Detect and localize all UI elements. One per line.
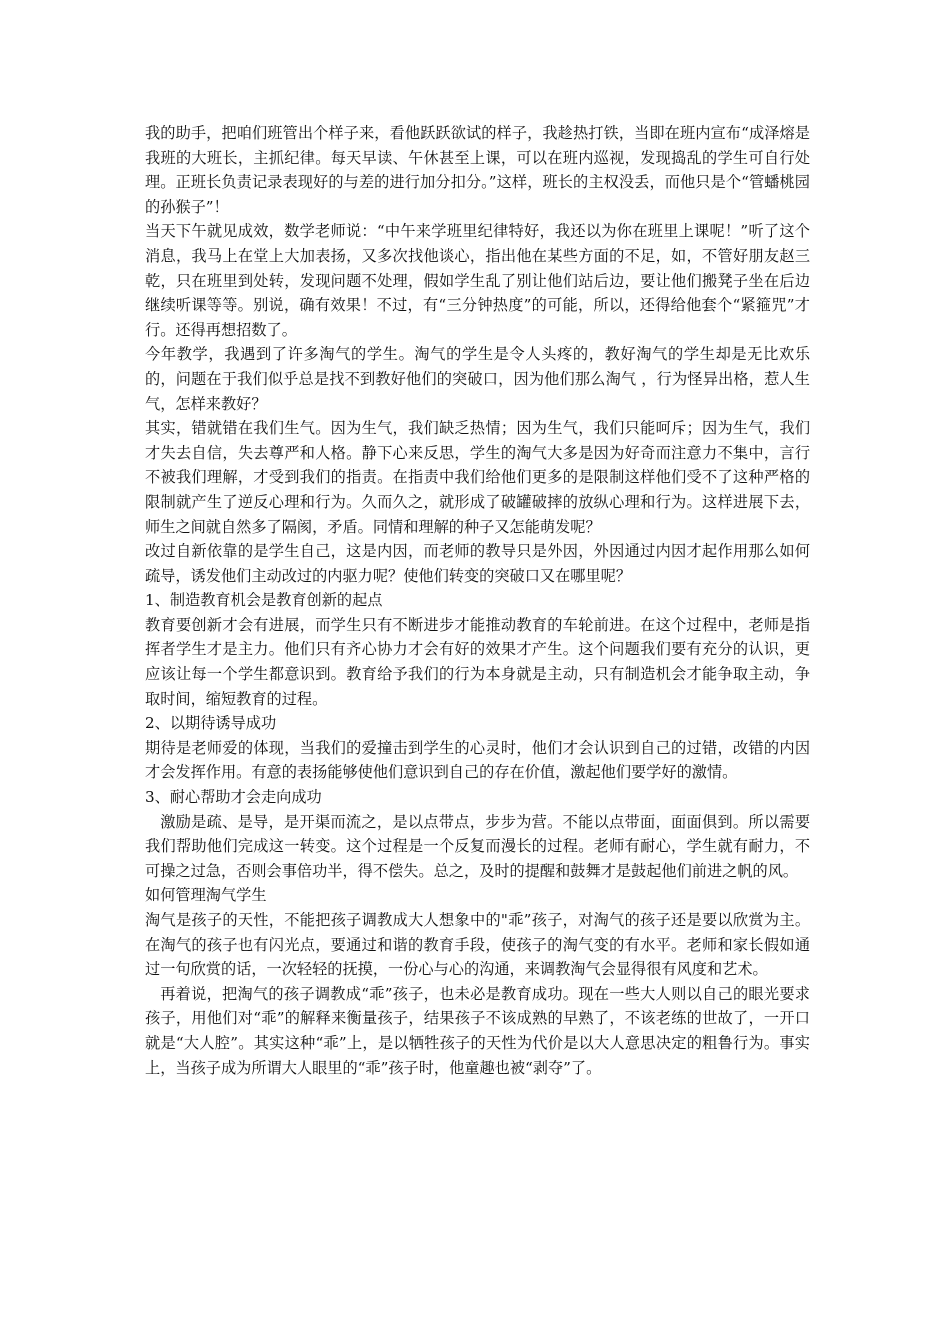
section-heading-manage: 如何管理淘气学生 — [145, 886, 267, 905]
paragraph: 我的助手，把咱们班管出个样子来，看他跃跃欲试的样子，我趁热打铁，当即在班内宣布“成泽熔是我班的大班长，主抓纪律。每天早读、午休甚至上课，可以在班内巡视，发现捣乱的学生可自行处理。正班长负责记录表现好的与差的进行加分扣分。”这样，班长的主权没丢，而他只是个“管蟠桃园的孙猴子”！ — [145, 124, 810, 216]
paragraph: 教育要创新才会有进展，而学生只有不断进步才能推动教育的车轮前进。在这个过程中，老师是指挥者学生才是主力。他们只有齐心协力才会有好的效果才产生。这个问题我们要有充分的认识，更应该让每一个学生都意识到。教育给予我们的行为本身就是主动，只有制造机会才能争取主动，争取时间，缩短教育的过程。 — [145, 615, 810, 708]
section-heading-1: 1、制造教育机会是教育创新的起点 — [145, 591, 383, 610]
paragraph: 今年教学，我遇到了许多淘气的学生。淘气的学生是令人头疼的，教好淘气的学生却是无比欢乐的，问题在于我们似乎总是找不到教好他们的突破口，因为他们那么淘气 ，行为怪异出格，惹人生气，怎样来教好？ — [145, 345, 810, 413]
section-heading-3: 3、耐心帮助才会走向成功 — [145, 788, 322, 807]
document-body — [145, 121, 810, 1080]
paragraph: 期待是老师爱的体现，当我们的爱撞击到学生的心灵时，他们才会认识到自己的过错，改错的内因才会发挥作用。有意的表扬能够使他们意识到自己的存在价值，激起他们要学好的激情。 — [145, 738, 810, 782]
paragraph: 再着说，把淘气的孩子调教成“乖”孩子，也未必是教育成功。现在一些大人则以自己的眼光要求孩子，用他们对“乖”的解释来衡量孩子，结果孩子不该成熟的早熟了，不该老练的世故了，一开口就是“大人腔”。其实这种“乖”上，是以牺牲孩子的天性为代价是以大人意思决定的粗鲁行为。事实上，当孩子成为所谓大人眼里的“乖”孩子时，他童趣也被“剥夺”了。 — [145, 984, 810, 1077]
section-heading-2: 2、以期待诱导成功 — [145, 714, 277, 733]
paragraph: 激励是疏、是导，是开渠而流之，是以点带点，步步为营。不能以点带面，面面俱到。所以需要我们帮助他们完成这一转变。这个过程是一个反复而漫长的过程。老师有耐心，学生就有耐力，不可操之过急，否则会事倍功半，得不偿失。总之，及时的提醒和鼓舞才是鼓起他们前进之帆的风。 — [145, 812, 810, 880]
paragraph: 淘气是孩子的天性，不能把孩子调教成大人想象中的"乖”孩子，对淘气的孩子还是要以欣赏为主。在淘气的孩子也有闪光点，要通过和谐的教育手段，使孩子的淘气变的有水平。老师和家长假如通过一句欣赏的话，一次轻轻的抚摸，一份心与心的沟通，来调教淘气会显得很有风度和艺术。 — [145, 911, 810, 979]
paragraph: 其实，错就错在我们生气。因为生气，我们缺乏热情；因为生气，我们只能呵斥；因为生气，我们才失去自信，失去尊严和人格。静下心来反思，学生的淘气大多是因为好奇而注意力不集中，言行不被我们理解，才受到我们的指责。在指责中我们给他们更多的是限制这样他们受不了这种严格的限制就产生了逆反心理和行为。久而久之，就形成了破罐破摔的放纵心理和行为。这样进展下去，师生之间就自然多了隔阂，矛盾。同情和理解的种子又怎能萌发呢？ — [145, 419, 810, 536]
paragraph: 改过自新依靠的是学生自己，这是内因，而老师的教导只是外因，外因通过内因才起作用那么如何疏导，诱发他们主动改过的内驱力呢？使他们转变的突破口又在哪里呢？ — [145, 542, 810, 585]
paragraph: 当天下午就见成效，数学老师说：“中午来学班里纪律特好，我还以为你在班里上课呢！”听了这个消息，我马上在堂上大加表扬，又多次找他谈心，指出他在某些方面的不足，如，不管好朋友赵三乾，只在班里到处转，发现问题不处理，假如学生乱了别让他们站后边，要让他们搬凳子坐在后边继续听课等等。别说，确有效果！不过，有“三分钟热度”的可能，所以，还得给他套个“紧箍咒”才行。还得再想招数了。 — [145, 222, 810, 339]
